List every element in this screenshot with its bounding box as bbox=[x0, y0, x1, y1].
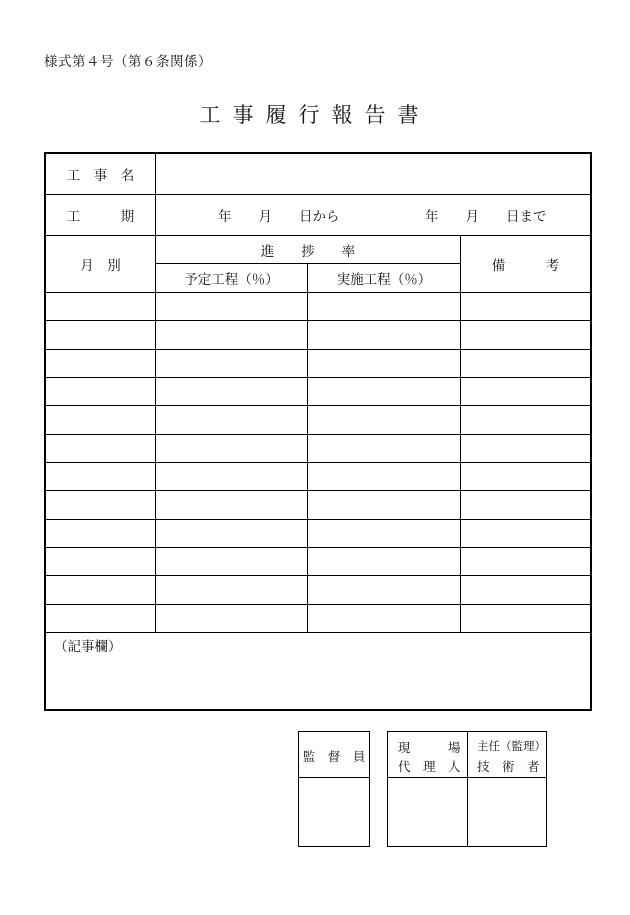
divider bbox=[46, 632, 590, 633]
table-cell-month[interactable] bbox=[46, 406, 155, 433]
table-cell-remarks[interactable] bbox=[461, 435, 590, 462]
table-cell-remarks[interactable] bbox=[461, 406, 590, 433]
table-cell-planned[interactable] bbox=[156, 321, 307, 348]
report-table bbox=[44, 152, 592, 711]
document-title: 工事履行報告書 bbox=[199, 103, 431, 127]
table-cell-actual[interactable] bbox=[308, 293, 460, 320]
table-cell-month[interactable] bbox=[46, 491, 155, 518]
table-cell-planned[interactable] bbox=[156, 463, 307, 490]
period-label: 工 期 bbox=[66, 209, 135, 225]
table-cell-actual[interactable] bbox=[308, 605, 460, 632]
table-cell-actual[interactable] bbox=[308, 548, 460, 575]
table-cell-remarks[interactable] bbox=[461, 321, 590, 348]
table-cell-planned[interactable] bbox=[156, 491, 307, 518]
table-cell-actual[interactable] bbox=[308, 435, 460, 462]
table-cell-month[interactable] bbox=[46, 520, 155, 547]
agent-engineer-box bbox=[387, 731, 547, 847]
planned-label: 予定工程（％） bbox=[184, 272, 279, 288]
table-cell-planned[interactable] bbox=[156, 350, 307, 377]
remarks-label: 備 考 bbox=[491, 258, 560, 274]
table-cell-planned[interactable] bbox=[156, 406, 307, 433]
table-cell-actual[interactable] bbox=[308, 491, 460, 518]
table-cell-planned[interactable] bbox=[156, 378, 307, 405]
table-cell-actual[interactable] bbox=[308, 520, 460, 547]
notes-label: （記事欄） bbox=[54, 639, 122, 655]
table-cell-month[interactable] bbox=[46, 548, 155, 575]
table-cell-planned[interactable] bbox=[156, 548, 307, 575]
supervisor-seal-area[interactable] bbox=[299, 778, 369, 846]
site-agent-label-2: 代 理 人 bbox=[398, 759, 461, 774]
table-cell-month[interactable] bbox=[46, 293, 155, 320]
supervisor-box bbox=[298, 731, 370, 847]
table-cell-actual[interactable] bbox=[308, 350, 460, 377]
form-number: 様式第４号（第６条関係） bbox=[44, 54, 212, 70]
table-cell-planned[interactable] bbox=[156, 293, 307, 320]
table-cell-month[interactable] bbox=[46, 378, 155, 405]
period-from[interactable]: 年 月 日から bbox=[218, 209, 340, 225]
project-name-value[interactable] bbox=[156, 154, 590, 194]
table-cell-month[interactable] bbox=[46, 463, 155, 490]
chief-engineer-label-1: 主任（監理） bbox=[477, 739, 546, 753]
table-cell-remarks[interactable] bbox=[461, 350, 590, 377]
table-cell-remarks[interactable] bbox=[461, 491, 590, 518]
table-cell-month[interactable] bbox=[46, 605, 155, 632]
table-cell-actual[interactable] bbox=[308, 463, 460, 490]
table-cell-actual[interactable] bbox=[308, 321, 460, 348]
notes-area[interactable] bbox=[46, 656, 590, 709]
period-to[interactable]: 年 月 日まで bbox=[425, 209, 547, 225]
site-agent-seal-area[interactable] bbox=[388, 778, 467, 846]
table-cell-planned[interactable] bbox=[156, 520, 307, 547]
table-cell-remarks[interactable] bbox=[461, 293, 590, 320]
table-cell-remarks[interactable] bbox=[461, 576, 590, 603]
chief-engineer-label-2: 技 術 者 bbox=[477, 759, 540, 774]
table-cell-planned[interactable] bbox=[156, 605, 307, 632]
table-cell-month[interactable] bbox=[46, 576, 155, 603]
table-cell-remarks[interactable] bbox=[461, 548, 590, 575]
table-cell-month[interactable] bbox=[46, 350, 155, 377]
supervisor-label: 監 督 員 bbox=[302, 749, 366, 764]
table-cell-actual[interactable] bbox=[308, 378, 460, 405]
table-cell-remarks[interactable] bbox=[461, 378, 590, 405]
project-name-label: 工 事 名 bbox=[66, 168, 135, 184]
table-cell-actual[interactable] bbox=[308, 576, 460, 603]
actual-label: 実施工程（％） bbox=[336, 272, 432, 288]
table-cell-month[interactable] bbox=[46, 321, 155, 348]
month-label: 月 別 bbox=[80, 258, 121, 274]
site-agent-label-1: 現 場 bbox=[398, 740, 461, 755]
table-cell-planned[interactable] bbox=[156, 435, 307, 462]
table-cell-remarks[interactable] bbox=[461, 463, 590, 490]
progress-label: 進 捗 率 bbox=[260, 243, 356, 260]
table-cell-month[interactable] bbox=[46, 435, 155, 462]
table-cell-remarks[interactable] bbox=[461, 520, 590, 547]
table-cell-actual[interactable] bbox=[308, 406, 460, 433]
chief-engineer-seal-area[interactable] bbox=[468, 778, 546, 846]
table-cell-remarks[interactable] bbox=[461, 605, 590, 632]
table-cell-planned[interactable] bbox=[156, 576, 307, 603]
